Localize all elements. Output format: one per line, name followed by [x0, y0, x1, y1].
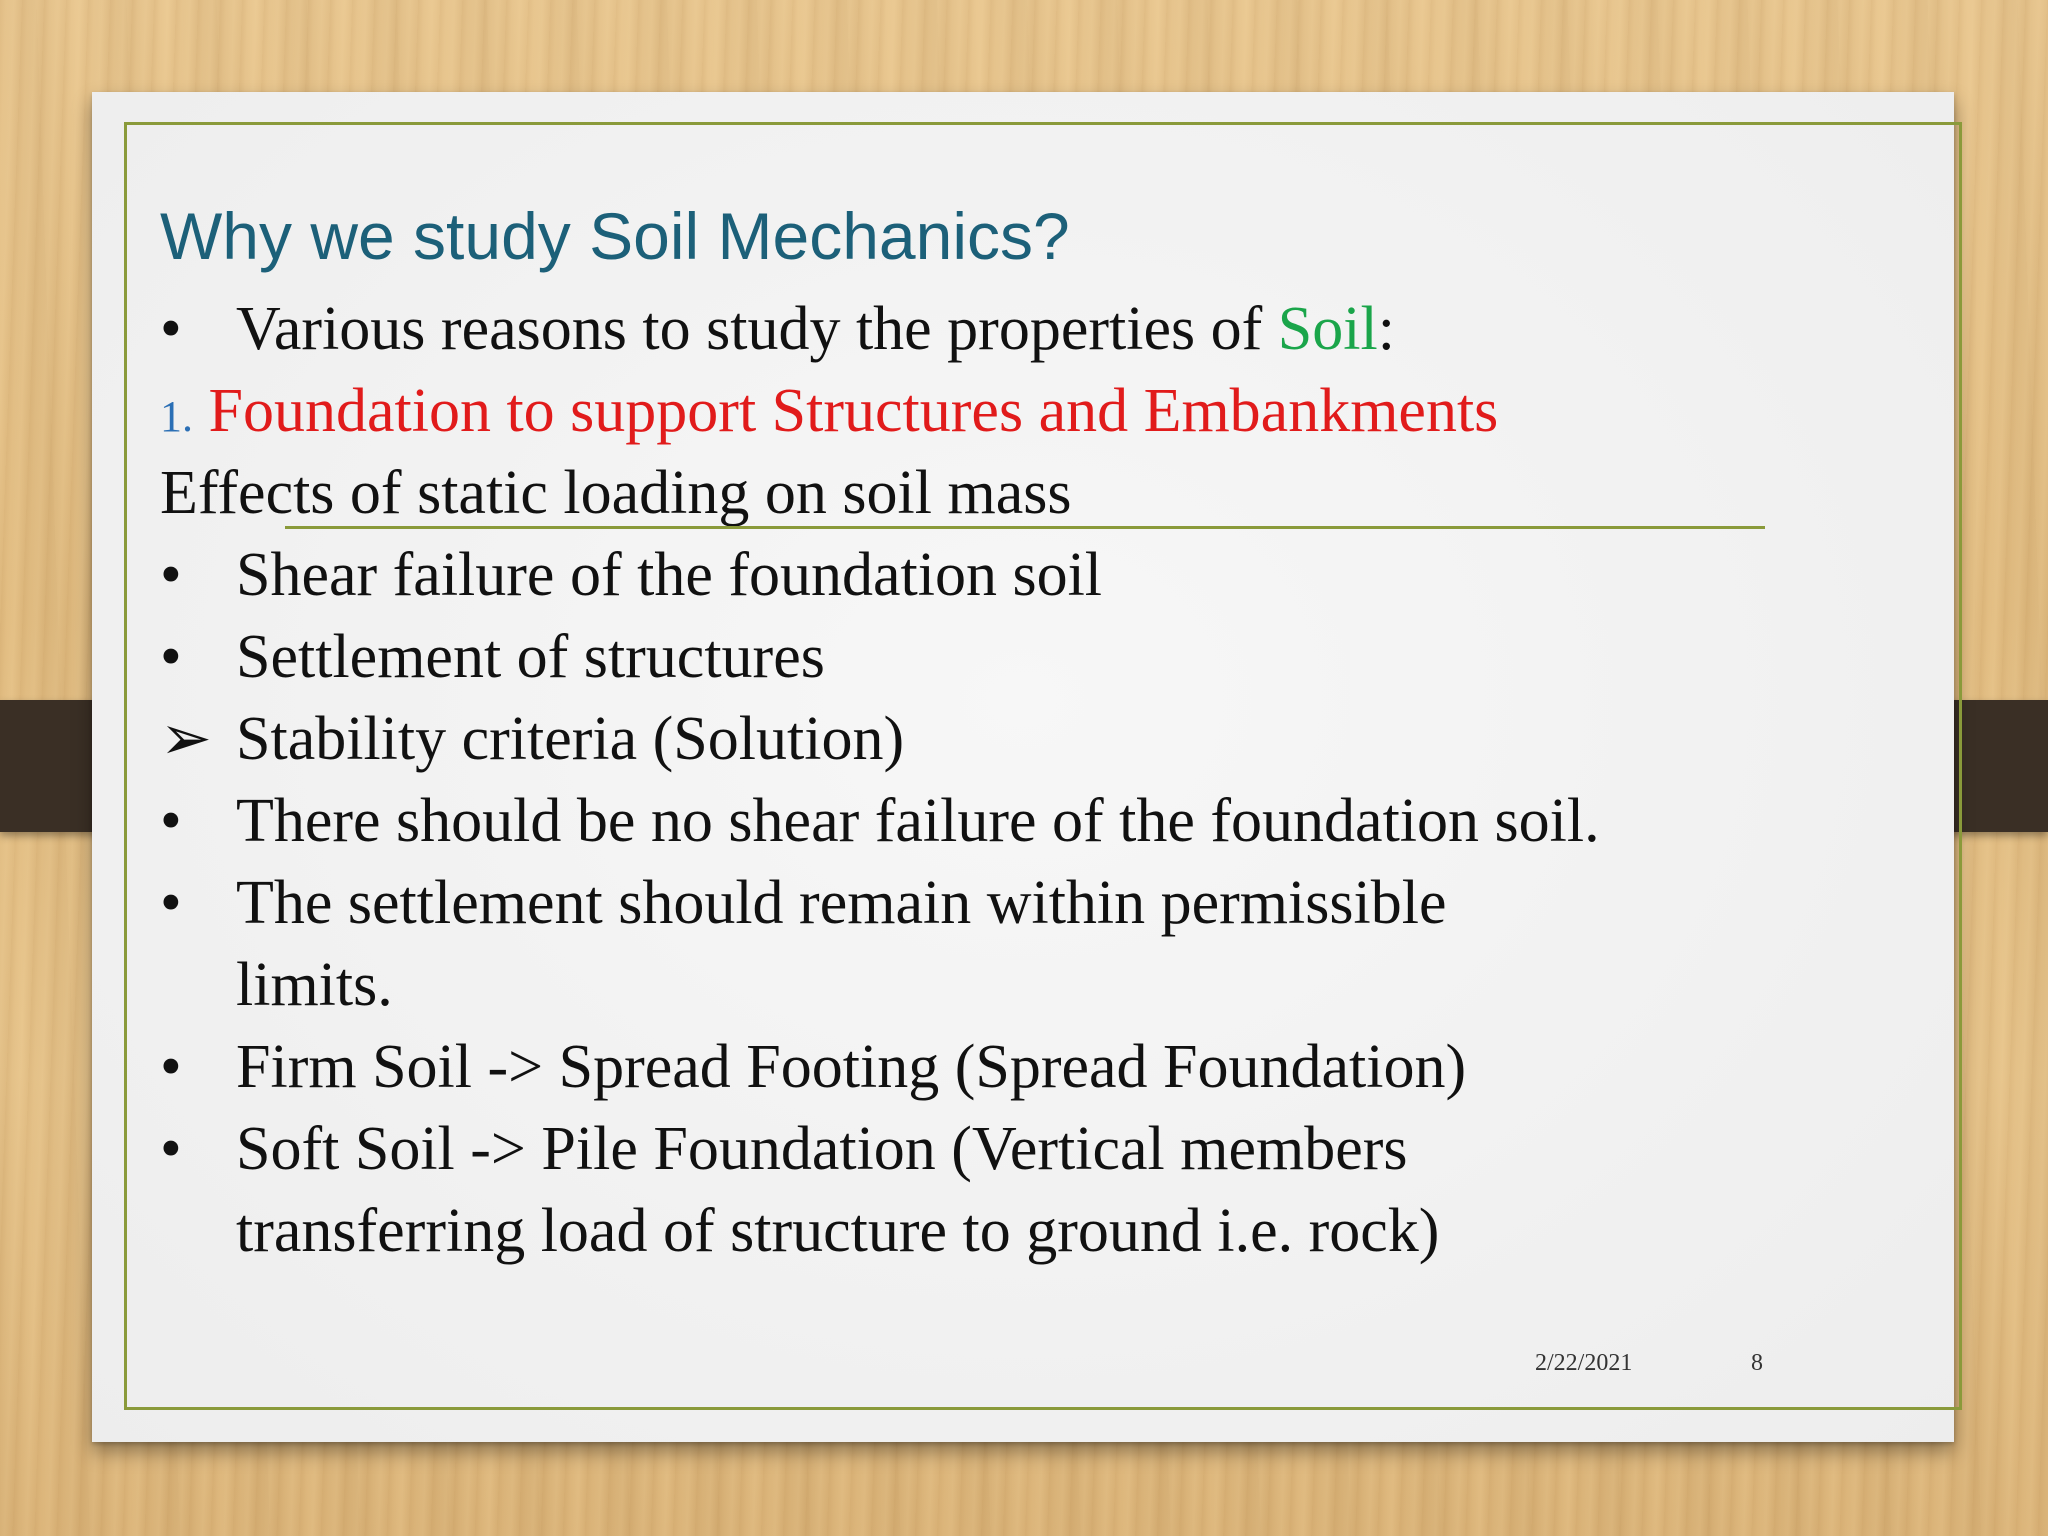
bullet-text: Shear failure of the foundation soil	[236, 541, 1103, 609]
bullet-icon: •	[160, 1115, 182, 1183]
bullet-text: Firm Soil -> Spread Footing (Spread Foundation)	[236, 1033, 1467, 1101]
bullet-icon: •	[160, 623, 182, 691]
section-heading-text: Foundation to support Structures and Embankments	[193, 377, 1499, 445]
slide-number: 8	[1751, 1350, 1763, 1376]
section-number: 1.	[160, 392, 193, 441]
intro-text-after: :	[1377, 295, 1395, 363]
bullet-text: Stability criteria (Solution)	[236, 705, 905, 773]
divider-rule	[285, 526, 1765, 529]
section-heading	[160, 370, 1498, 458]
bullet-text: Settlement of structures	[236, 623, 825, 691]
bullet-icon: •	[160, 1033, 182, 1101]
bullet-text: limits.	[236, 951, 393, 1019]
arrow-bullet-icon: ➢	[160, 705, 212, 773]
bullet-text: Soft Soil -> Pile Foundation (Vertical members	[236, 1115, 1408, 1183]
bullet-icon: •	[160, 295, 182, 363]
bullet-text: transferring load of structure to ground i.e. rock)	[236, 1197, 1440, 1265]
intro-highlight: Soil	[1277, 295, 1378, 363]
bullet-icon: •	[160, 869, 182, 937]
subheading: Effects of static loading on soil mass	[160, 459, 1072, 527]
bullet-icon: •	[160, 541, 182, 609]
bullet-text: The settlement should remain within permissible	[236, 869, 1447, 937]
bullet-icon: •	[160, 787, 182, 855]
intro-text	[236, 288, 1395, 370]
slide-date: 2/22/2021	[1535, 1350, 1633, 1376]
intro-text-before: Various reasons to study the properties of	[236, 295, 1278, 363]
slide-title: Why we study Soil Mechanics?	[160, 199, 1070, 273]
bullet-text: There should be no shear failure of the foundation soil.	[236, 787, 1600, 855]
